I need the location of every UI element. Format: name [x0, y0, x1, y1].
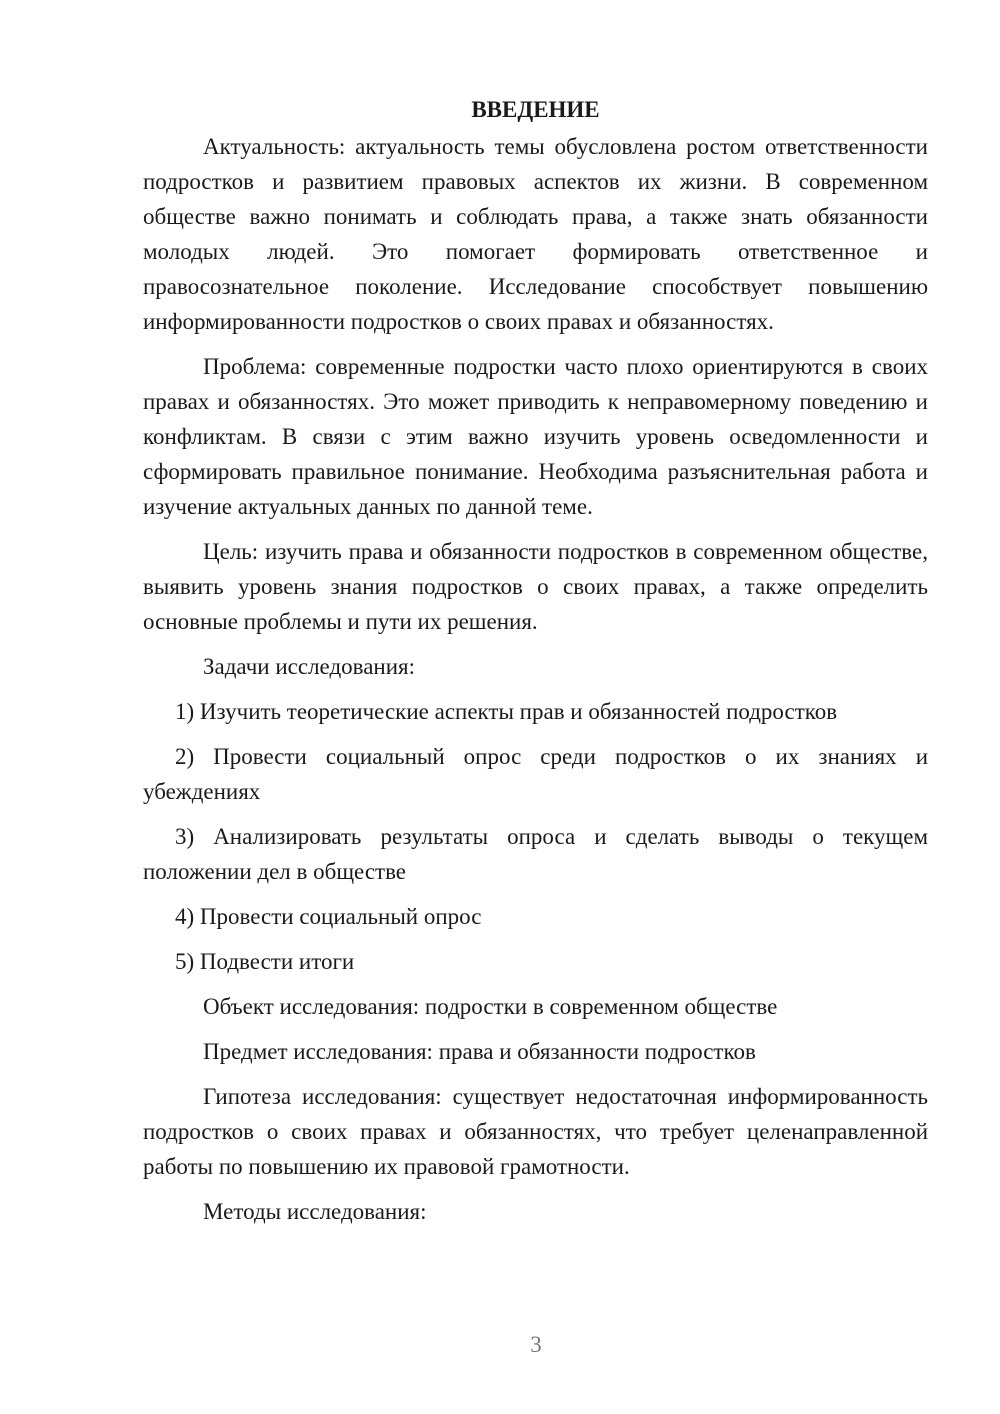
- tasks-heading: Задачи исследования:: [203, 654, 416, 679]
- research-object: Объект исследования: подростки в современном обществе: [203, 994, 778, 1019]
- task-item-1: 1) Изучить теоретические аспекты прав и обязанностей подростков: [175, 699, 838, 724]
- task-item-3: 3) Анализировать результаты опроса и сделать выводы о текущем положении дел в обществе: [143, 824, 928, 884]
- task-item-4: 4) Провести социальный опрос: [175, 904, 482, 929]
- hypothesis-paragraph: Гипотеза исследования: существует недостаточная информированность подростков о своих правах и обязанностях, что требует целенаправленной работы по повышению их правовой грамотности.: [143, 1084, 928, 1179]
- document-page: [143, 92, 928, 1239]
- relevance-paragraph: Актуальность: актуальность темы обусловлена ростом ответственности подростков и развитием правовых аспектов их жизни. В современном обществе важно понимать и соблюдать права, а также знать обязанности молодых людей. Это помогает формировать ответственное и правосознательное поколение. Исследование способствует повышению информированности подростков о своих правах и обязанностях.: [143, 134, 928, 334]
- methods-heading: Методы исследования:: [203, 1199, 427, 1224]
- research-subject: Предмет исследования: права и обязанности подростков: [203, 1039, 756, 1064]
- task-item-2: 2) Провести социальный опрос среди подростков о их знаниях и убеждениях: [143, 744, 928, 804]
- task-item-5: 5) Подвести итоги: [175, 949, 355, 974]
- goal-paragraph: Цель: изучить права и обязанности подростков в современном обществе, выявить уровень знания подростков о своих правах, а также определить основные проблемы и пути их решения.: [143, 539, 928, 634]
- document-title: ВВЕДЕНИЕ: [471, 97, 600, 122]
- problem-paragraph: Проблема: современные подростки часто плохо ориентируются в своих правах и обязанностях. Это может приводить к неправомерному поведению и конфликтам. В связи с этим важно изучить уровень осведомленности и сформировать правильное понимание. Необходима разъяснительная работа и изучение актуальных данных по данной теме.: [143, 354, 928, 519]
- page-number: 3: [530, 1332, 542, 1357]
